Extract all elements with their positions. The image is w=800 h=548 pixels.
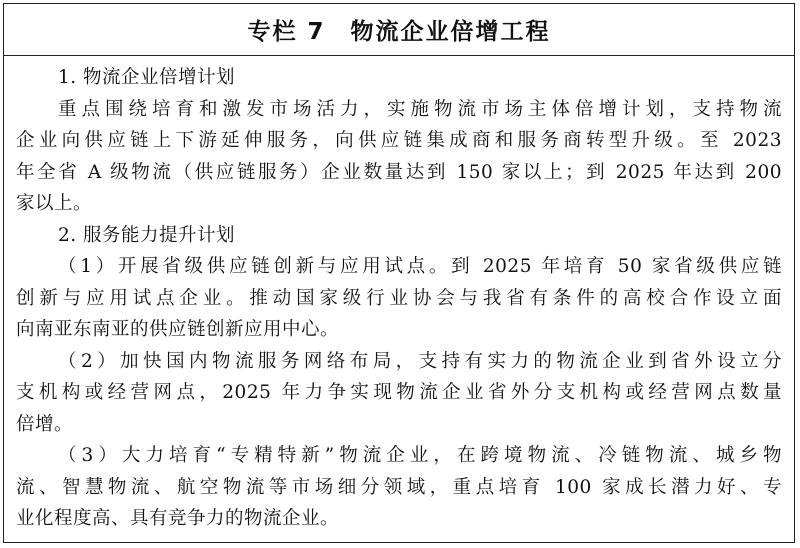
paragraph-line: 支机构或经营网点，2025 年力争实现物流企业省外分支机构或经营网点数量 bbox=[16, 382, 782, 403]
paragraph-line: （3）大力培育“专精特新”物流企业，在跨境物流、冷链物流、城乡物 bbox=[58, 445, 782, 466]
paragraph-line: 业化程度高、具有竞争力的物流企业。 bbox=[16, 508, 340, 529]
section-heading-2: 2. 服务能力提升计划 bbox=[58, 224, 236, 246]
box-content bbox=[16, 62, 782, 535]
title-row bbox=[4, 4, 794, 56]
paragraph-line: 创新与应用试点企业。推动国家级行业协会与我省有条件的高校合作设立面 bbox=[16, 287, 782, 309]
paragraph-line: （1）开展省级供应链创新与应用试点。到 2025 年培育 50 家省级供应链 bbox=[58, 256, 782, 277]
paragraph-line: 年全省 A 级物流（供应链服务）企业数量达到 150 家以上；到 2025 年达到 200 bbox=[16, 161, 782, 183]
box-title: 专栏 7 物流企业倍增工程 bbox=[247, 19, 551, 45]
paragraph-line: 重点围绕培育和激发市场活力，实施物流市场主体倍增计划，支持物流 bbox=[58, 98, 782, 120]
paragraph-line: 向南亚东南亚的供应链创新应用中心。 bbox=[16, 319, 340, 340]
feature-box bbox=[3, 3, 795, 543]
paragraph-line: （2）加快国内物流服务网络布局，支持有实力的物流企业到省外设立分 bbox=[58, 350, 782, 372]
paragraph-line: 家以上。 bbox=[16, 193, 93, 214]
paragraph-line: 倍增。 bbox=[16, 413, 74, 435]
section-heading-1: 1. 物流企业倍增计划 bbox=[58, 67, 236, 88]
paragraph-line: 流、智慧物流、航空物流等市场细分领域，重点培育 100 家成长潜力好、专 bbox=[16, 476, 782, 498]
paragraph-line: 企业向供应链上下游延伸服务，向供应链集成商和服务商转型升级。至 2023 bbox=[16, 130, 782, 151]
